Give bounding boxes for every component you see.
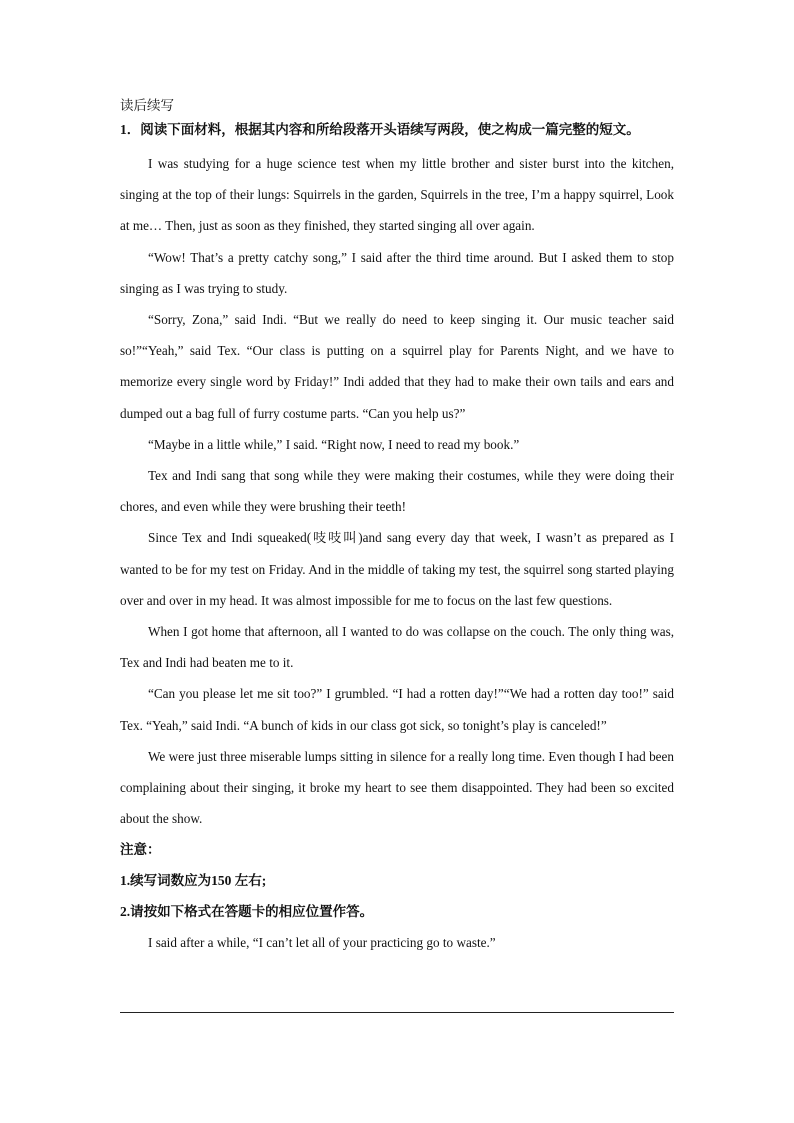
passage-paragraph: Tex and Indi sang that song while they were making their costumes, while they were doing their chores, and even while they were brushing their teeth! [120,468,674,515]
passage-paragraph: “Maybe in a little while,” I said. “Right now, I need to read my book.” [148,436,520,452]
passage-paragraph: When I got home that afternoon, all I wanted to do was collapse on the couch. The only thing was, Tex and Indi had beaten me to it. [120,624,674,671]
note-item-word-count: 1.续写词数应为150 左右; [120,873,267,889]
paragraph-starter: I said after a while, “I can’t let all of your practicing go to waste.” [148,935,496,951]
passage-paragraph: We were just three miserable lumps sitting in silence for a really long time. Even though I had been complaining about their singing, it broke my heart to see them disappointed. They had been so excited about the show. [120,748,674,827]
note-item-format: 2.请按如下格式在答题卡的相应位置作答。 [120,904,374,920]
question-heading [120,120,674,140]
passage-paragraph: “Wow! That’s a pretty catchy song,” I said after the third time around. But I asked them to stop singing as I was trying to study. [120,249,674,296]
question-instruction: 阅读下面材料，根据其内容和所给段落开头语续写两段，使之构成一篇完整的短文。 [140,122,640,137]
passage-paragraph: “Sorry, Zona,” said Indi. “But we really do need to keep singing it. Our music teacher said so!”“Yeah,” said Tex. “Our class is putting on a squirrel play for Parents Night, and we have to memorize every single word by Friday!” Indi added that they had to make their own tails and ears and dumped out a bag full of furry costume parts. “Can you help us?” [120,312,674,421]
answer-line [120,1012,674,1013]
notes-label: 注意： [120,842,161,858]
document-page [120,96,674,958]
reading-passage [120,148,674,834]
passage-paragraph: I was studying for a huge science test when my little brother and sister burst into the kitchen, singing at the top of their lungs: Squirrels in the garden, Squirrels in the tree, I’m a happy squirrel, Look at me… Then, just as soon as they finished, they started singing all over again. [120,156,674,234]
question-number: 1． [120,122,141,137]
passage-paragraph: Since Tex and Indi squeaked(吱吱叫)and sang every day that week, I wasn’t as prepared as I wanted to be for my test on Friday. And in the middle of taking my test, the squirrel song started playing over and over in my head. It was almost impossible for me to focus on the last few questions. [120,530,674,608]
section-title: 读后续写 [120,98,174,113]
passage-paragraph: “Can you please let me sit too?” I grumbled. “I had a rotten day!”“We had a rotten day too!” said Tex. “Yeah,” said Indi. “A bunch of kids in our class got sick, so tonight’s play is canceled!” [120,686,674,733]
